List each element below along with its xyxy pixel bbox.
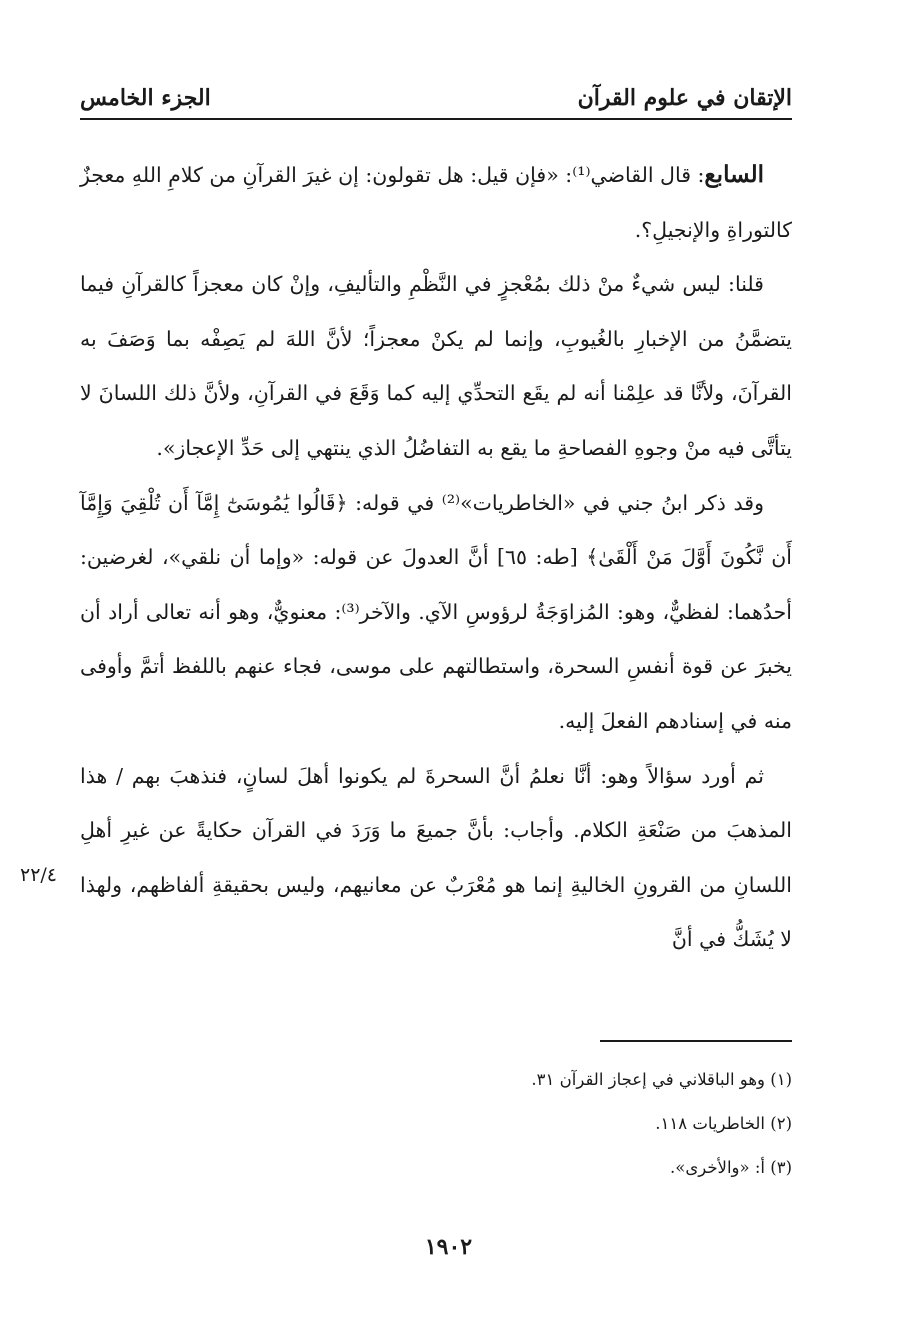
book-title: الإتقان في علوم القرآن — [577, 85, 792, 111]
footnote-separator — [600, 1040, 792, 1042]
paragraph-2: قلنا: ليس شيءٌ منْ ذلك بمُعْجزٍ في النَّظْمِ والتأليفِ، وإنْ كان معجزاً كالقرآنِ فيما يتضمَّنُ من الإخبارِ بالغُيوبِ، وإنما لم يكنْ معجزاً؛ لأنَّ اللهَ لم يَصِفْه بما وَصَفَ به القرآنَ، ولأنَّا قد علِمْنا أنه لم يقَع التحدِّي إليه كما وَقَعَ في القرآنِ، ولأنَّ ذلك اللسانَ لا يتأتَّى فيه منْ وجوهِ الفصاحةِ ما يقع به التفاضُلُ الذي ينتهي إلى حَدِّ الإعجاز». — [80, 272, 792, 460]
footnote-1: (١) وهو الباقلاني في إعجاز القرآن ٣١. — [531, 1070, 792, 1089]
paragraph-3: وقد ذكر ابنُ جني في «الخاطريات»⁽²⁾ في قوله: ﴿قَالُوا يَٰمُوسَىٰٓ إِمَّآ أَن تُلْقِيَ وَإِمَّآ أَن نَّكُونَ أَوَّلَ مَنْ أَلْقَىٰ﴾ [طه: ٦٥] أنَّ العدولَ عن قوله: «وإما أن نلقي»، لغرضين: أحدُهما: لفظيٌّ، وهو: المُزاوَجَةُ لرؤوسِ الآي. والآخر⁽³⁾: معنويٌّ، وهو أنه تعالى أراد أن يخبرَ عن قوة أنفسِ السحرة، واستطالتهم على موسى، فجاء عنهم باللفظ أتمَّ وأوفى منه في إسنادهم الفعلَ إليه. — [80, 490, 792, 733]
running-header — [80, 78, 792, 120]
paragraph-1-text: : قال القاضي⁽¹⁾: «فإن قيل: هل تقولون: إن غيرَ القرآنِ من كلامِ اللهِ معجزٌ كالتوراةِ والإنجيلِ؟. — [80, 163, 792, 242]
paragraph-4: ثم أورد سؤالاً وهو: أنَّا نعلمُ أنَّ السحرةَ لم يكونوا أهلَ لسانٍ، فنذهبَ بهم / هذا المذهبَ من صَنْعَةِ الكلام. وأجاب: بأنَّ جميعَ ما وَرَدَ في القرآن حكايةً عن غيرِ أهلِ اللسانِ من القرونِ الخاليةِ إنما هو مُعْرَبٌ عن معانيهم، وليس بحقيقةِ ألفاظهم، ولهذا لا يُشَكُّ في أنَّ — [80, 763, 792, 952]
paragraph-1-keyword: السابع — [704, 161, 764, 188]
paragraph-1 — [80, 148, 792, 257]
footnote-3: (٣) أ: «والأخرى». — [670, 1158, 792, 1177]
footnote-2: (٢) الخاطريات ١١٨. — [655, 1114, 792, 1133]
page-number: ١٩٠٢ — [424, 1234, 473, 1260]
footnotes — [300, 1058, 792, 1190]
body-text — [80, 148, 792, 967]
volume-label: الجزء الخامس — [80, 85, 211, 111]
margin-page-reference: ٢٢/٤ — [20, 864, 58, 886]
